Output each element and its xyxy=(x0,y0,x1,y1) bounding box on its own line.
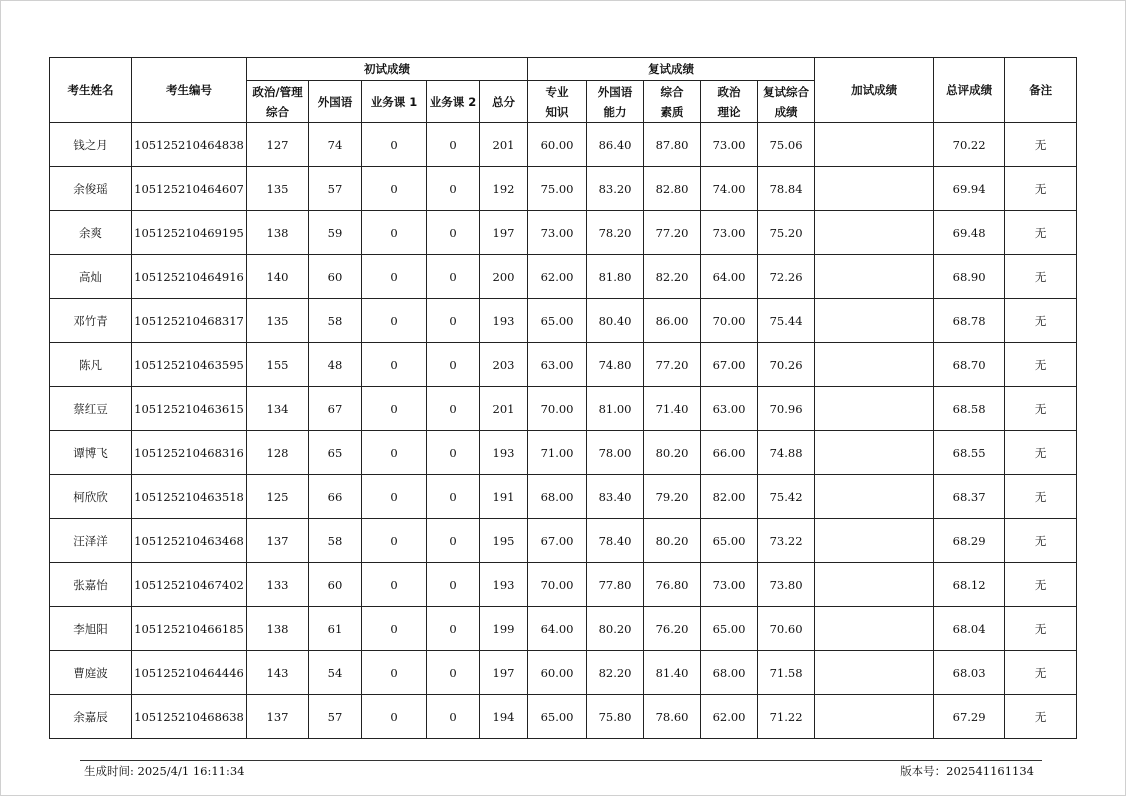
header-prelim-politics-line2: 综合 xyxy=(266,104,289,119)
cell-retest-politics: 67.00 xyxy=(701,343,758,387)
cell-prelim-course1: 0 xyxy=(362,387,427,431)
cell-prelim-foreign: 54 xyxy=(309,651,362,695)
cell-prelim-total: 203 xyxy=(480,343,528,387)
cell-prelim-politics: 140 xyxy=(247,255,309,299)
header-prelim-politics-line1: 政治/管理 xyxy=(252,84,303,99)
cell-id: 105125210469195 xyxy=(132,211,247,255)
cell-extra xyxy=(815,123,934,167)
cell-extra xyxy=(815,607,934,651)
header-retest-politics xyxy=(701,81,758,123)
header-retest-quality-line1: 综合 xyxy=(660,84,684,99)
header-retest-quality-line2: 素质 xyxy=(660,104,684,119)
cell-prelim-course2: 0 xyxy=(427,431,480,475)
header-retest-composite-line2: 成绩 xyxy=(774,104,798,119)
cell-retest-politics: 66.00 xyxy=(701,431,758,475)
cell-retest-lang: 80.20 xyxy=(587,607,644,651)
cell-prelim-politics: 137 xyxy=(247,695,309,739)
cell-retest-politics: 70.00 xyxy=(701,299,758,343)
cell-prelim-foreign: 59 xyxy=(309,211,362,255)
score-table-body xyxy=(50,123,1077,739)
cell-retest-lang: 82.20 xyxy=(587,651,644,695)
cell-prelim-foreign: 65 xyxy=(309,431,362,475)
cell-id: 105125210468316 xyxy=(132,431,247,475)
cell-extra xyxy=(815,255,934,299)
table-row xyxy=(50,519,1077,563)
cell-retest-politics: 65.00 xyxy=(701,519,758,563)
cell-prelim-course2: 0 xyxy=(427,563,480,607)
cell-final: 68.37 xyxy=(934,475,1005,519)
cell-final: 68.78 xyxy=(934,299,1005,343)
cell-prelim-foreign: 48 xyxy=(309,343,362,387)
cell-retest-lang: 78.40 xyxy=(587,519,644,563)
cell-prelim-total: 193 xyxy=(480,431,528,475)
cell-retest-lang: 81.00 xyxy=(587,387,644,431)
cell-id: 105125210468317 xyxy=(132,299,247,343)
cell-prelim-course2: 0 xyxy=(427,607,480,651)
cell-retest-composite: 75.06 xyxy=(758,123,815,167)
cell-extra xyxy=(815,343,934,387)
table-row xyxy=(50,387,1077,431)
table-row xyxy=(50,607,1077,651)
header-retest-composite-line1: 复试综合 xyxy=(763,84,810,99)
cell-prelim-politics: 134 xyxy=(247,387,309,431)
cell-final: 68.03 xyxy=(934,651,1005,695)
table-row xyxy=(50,343,1077,387)
table-row xyxy=(50,299,1077,343)
cell-prelim-total: 201 xyxy=(480,387,528,431)
cell-note: 无 xyxy=(1005,607,1077,651)
cell-prelim-course2: 0 xyxy=(427,299,480,343)
cell-retest-lang: 78.20 xyxy=(587,211,644,255)
cell-id: 105125210463615 xyxy=(132,387,247,431)
cell-prelim-politics: 155 xyxy=(247,343,309,387)
cell-note: 无 xyxy=(1005,475,1077,519)
cell-retest-major: 63.00 xyxy=(528,343,587,387)
header-retest-lang-line2: 能力 xyxy=(603,104,627,119)
cell-note: 无 xyxy=(1005,563,1077,607)
cell-final: 68.58 xyxy=(934,387,1005,431)
cell-final: 68.70 xyxy=(934,343,1005,387)
header-retest-major-line1: 专业 xyxy=(545,84,569,99)
cell-name: 邓竹青 xyxy=(50,299,132,343)
cell-prelim-politics: 135 xyxy=(247,299,309,343)
header-extra: 加试成绩 xyxy=(815,58,934,123)
cell-retest-composite: 74.88 xyxy=(758,431,815,475)
cell-retest-quality: 82.20 xyxy=(644,255,701,299)
cell-note: 无 xyxy=(1005,255,1077,299)
cell-note: 无 xyxy=(1005,167,1077,211)
cell-id: 105125210463595 xyxy=(132,343,247,387)
cell-prelim-politics: 127 xyxy=(247,123,309,167)
cell-prelim-course2: 0 xyxy=(427,123,480,167)
cell-extra xyxy=(815,167,934,211)
table-row xyxy=(50,651,1077,695)
cell-prelim-course1: 0 xyxy=(362,695,427,739)
cell-note: 无 xyxy=(1005,299,1077,343)
cell-id: 105125210463468 xyxy=(132,519,247,563)
cell-name: 余俊瑶 xyxy=(50,167,132,211)
header-id: 考生编号 xyxy=(132,58,247,123)
cell-retest-quality: 82.80 xyxy=(644,167,701,211)
header-retest: 复试成绩 xyxy=(528,58,815,81)
cell-retest-major: 68.00 xyxy=(528,475,587,519)
cell-prelim-total: 193 xyxy=(480,299,528,343)
cell-retest-lang: 83.20 xyxy=(587,167,644,211)
cell-prelim-course2: 0 xyxy=(427,475,480,519)
header-name: 考生姓名 xyxy=(50,58,132,123)
cell-final: 68.04 xyxy=(934,607,1005,651)
header-retest-lang-line1: 外国语 xyxy=(597,84,633,99)
cell-prelim-politics: 143 xyxy=(247,651,309,695)
cell-retest-politics: 68.00 xyxy=(701,651,758,695)
cell-retest-quality: 77.20 xyxy=(644,343,701,387)
header-retest-politics-line2: 理论 xyxy=(717,104,741,119)
header-prelim-total: 总分 xyxy=(480,81,528,123)
cell-retest-politics: 63.00 xyxy=(701,387,758,431)
cell-retest-composite: 71.58 xyxy=(758,651,815,695)
cell-prelim-foreign: 57 xyxy=(309,167,362,211)
cell-id: 105125210464446 xyxy=(132,651,247,695)
cell-final: 67.29 xyxy=(934,695,1005,739)
table-row xyxy=(50,563,1077,607)
cell-note: 无 xyxy=(1005,519,1077,563)
cell-final: 69.94 xyxy=(934,167,1005,211)
cell-prelim-course2: 0 xyxy=(427,255,480,299)
cell-retest-quality: 77.20 xyxy=(644,211,701,255)
cell-retest-quality: 81.40 xyxy=(644,651,701,695)
cell-id: 105125210464916 xyxy=(132,255,247,299)
cell-final: 68.12 xyxy=(934,563,1005,607)
cell-final: 70.22 xyxy=(934,123,1005,167)
cell-prelim-course1: 0 xyxy=(362,651,427,695)
cell-note: 无 xyxy=(1005,343,1077,387)
cell-prelim-total: 195 xyxy=(480,519,528,563)
cell-prelim-foreign: 58 xyxy=(309,299,362,343)
cell-prelim-course1: 0 xyxy=(362,167,427,211)
header-final: 总评成绩 xyxy=(934,58,1005,123)
header-prelim: 初试成绩 xyxy=(247,58,528,81)
cell-id: 105125210463518 xyxy=(132,475,247,519)
cell-retest-composite: 72.26 xyxy=(758,255,815,299)
cell-prelim-course1: 0 xyxy=(362,607,427,651)
cell-retest-major: 70.00 xyxy=(528,563,587,607)
header-retest-major xyxy=(528,81,587,123)
cell-retest-lang: 83.40 xyxy=(587,475,644,519)
cell-name: 谭博飞 xyxy=(50,431,132,475)
cell-prelim-politics: 138 xyxy=(247,607,309,651)
cell-name: 柯欣欣 xyxy=(50,475,132,519)
cell-prelim-foreign: 61 xyxy=(309,607,362,651)
cell-prelim-course2: 0 xyxy=(427,651,480,695)
cell-retest-major: 65.00 xyxy=(528,299,587,343)
cell-extra xyxy=(815,387,934,431)
cell-id: 105125210467402 xyxy=(132,563,247,607)
header-prelim-course1: 业务课 1 xyxy=(362,81,427,123)
header-retest-composite xyxy=(758,81,815,123)
cell-prelim-politics: 128 xyxy=(247,431,309,475)
cell-retest-major: 67.00 xyxy=(528,519,587,563)
cell-retest-lang: 86.40 xyxy=(587,123,644,167)
cell-prelim-course1: 0 xyxy=(362,475,427,519)
cell-prelim-politics: 125 xyxy=(247,475,309,519)
cell-retest-composite: 73.22 xyxy=(758,519,815,563)
cell-prelim-course1: 0 xyxy=(362,519,427,563)
cell-final: 68.55 xyxy=(934,431,1005,475)
cell-retest-composite: 70.26 xyxy=(758,343,815,387)
cell-id: 105125210466185 xyxy=(132,607,247,651)
table-row xyxy=(50,211,1077,255)
cell-retest-major: 75.00 xyxy=(528,167,587,211)
cell-extra xyxy=(815,519,934,563)
cell-prelim-course2: 0 xyxy=(427,211,480,255)
cell-extra xyxy=(815,563,934,607)
cell-retest-quality: 86.00 xyxy=(644,299,701,343)
cell-retest-major: 73.00 xyxy=(528,211,587,255)
cell-prelim-course2: 0 xyxy=(427,695,480,739)
header-prelim-foreign: 外国语 xyxy=(309,81,362,123)
cell-note: 无 xyxy=(1005,651,1077,695)
cell-final: 68.90 xyxy=(934,255,1005,299)
cell-prelim-foreign: 66 xyxy=(309,475,362,519)
cell-name: 高灿 xyxy=(50,255,132,299)
cell-retest-quality: 76.20 xyxy=(644,607,701,651)
cell-extra xyxy=(815,651,934,695)
table-row xyxy=(50,695,1077,739)
cell-retest-lang: 74.80 xyxy=(587,343,644,387)
cell-prelim-course1: 0 xyxy=(362,255,427,299)
cell-retest-major: 65.00 xyxy=(528,695,587,739)
cell-retest-composite: 70.96 xyxy=(758,387,815,431)
cell-final: 68.29 xyxy=(934,519,1005,563)
cell-prelim-total: 200 xyxy=(480,255,528,299)
cell-note: 无 xyxy=(1005,387,1077,431)
cell-prelim-course1: 0 xyxy=(362,299,427,343)
cell-retest-lang: 78.00 xyxy=(587,431,644,475)
header-prelim-politics xyxy=(247,81,309,123)
cell-extra xyxy=(815,211,934,255)
header-retest-major-line2: 知识 xyxy=(545,104,569,119)
cell-prelim-course1: 0 xyxy=(362,431,427,475)
table-row xyxy=(50,431,1077,475)
cell-prelim-foreign: 67 xyxy=(309,387,362,431)
cell-note: 无 xyxy=(1005,695,1077,739)
score-table xyxy=(49,57,1077,739)
generated-time: 生成时间: 2025/4/1 16:11:34 xyxy=(84,764,245,778)
cell-prelim-course2: 0 xyxy=(427,519,480,563)
cell-retest-major: 64.00 xyxy=(528,607,587,651)
cell-prelim-course1: 0 xyxy=(362,343,427,387)
cell-retest-quality: 76.80 xyxy=(644,563,701,607)
cell-prelim-foreign: 57 xyxy=(309,695,362,739)
cell-retest-quality: 87.80 xyxy=(644,123,701,167)
cell-name: 余爽 xyxy=(50,211,132,255)
cell-prelim-politics: 137 xyxy=(247,519,309,563)
cell-retest-major: 60.00 xyxy=(528,123,587,167)
cell-name: 曹庭波 xyxy=(50,651,132,695)
cell-prelim-course2: 0 xyxy=(427,167,480,211)
cell-retest-composite: 75.44 xyxy=(758,299,815,343)
cell-prelim-total: 197 xyxy=(480,651,528,695)
cell-prelim-total: 193 xyxy=(480,563,528,607)
cell-name: 蔡红豆 xyxy=(50,387,132,431)
cell-prelim-total: 192 xyxy=(480,167,528,211)
cell-retest-politics: 73.00 xyxy=(701,123,758,167)
header-note: 备注 xyxy=(1005,58,1077,123)
footer-divider xyxy=(80,760,1042,761)
cell-prelim-foreign: 74 xyxy=(309,123,362,167)
cell-note: 无 xyxy=(1005,431,1077,475)
cell-extra xyxy=(815,299,934,343)
cell-retest-major: 71.00 xyxy=(528,431,587,475)
version-number: 版本号：202541161134 xyxy=(900,764,1034,778)
cell-name: 汪泽洋 xyxy=(50,519,132,563)
cell-name: 陈凡 xyxy=(50,343,132,387)
cell-prelim-course1: 0 xyxy=(362,563,427,607)
cell-retest-lang: 80.40 xyxy=(587,299,644,343)
cell-retest-composite: 70.60 xyxy=(758,607,815,651)
cell-retest-politics: 65.00 xyxy=(701,607,758,651)
cell-retest-lang: 75.80 xyxy=(587,695,644,739)
cell-retest-politics: 82.00 xyxy=(701,475,758,519)
cell-prelim-course1: 0 xyxy=(362,211,427,255)
cell-prelim-total: 197 xyxy=(480,211,528,255)
table-row xyxy=(50,167,1077,211)
cell-retest-major: 70.00 xyxy=(528,387,587,431)
cell-prelim-foreign: 60 xyxy=(309,255,362,299)
header-prelim-course2: 业务课 2 xyxy=(427,81,480,123)
cell-prelim-politics: 138 xyxy=(247,211,309,255)
cell-extra xyxy=(815,475,934,519)
cell-retest-major: 62.00 xyxy=(528,255,587,299)
cell-id: 105125210468638 xyxy=(132,695,247,739)
cell-retest-politics: 64.00 xyxy=(701,255,758,299)
cell-name: 钱之月 xyxy=(50,123,132,167)
cell-retest-composite: 78.84 xyxy=(758,167,815,211)
cell-prelim-total: 194 xyxy=(480,695,528,739)
cell-retest-politics: 62.00 xyxy=(701,695,758,739)
cell-retest-composite: 71.22 xyxy=(758,695,815,739)
cell-id: 105125210464607 xyxy=(132,167,247,211)
cell-retest-composite: 73.80 xyxy=(758,563,815,607)
header-retest-quality xyxy=(644,81,701,123)
cell-retest-quality: 80.20 xyxy=(644,519,701,563)
cell-id: 105125210464838 xyxy=(132,123,247,167)
cell-prelim-course2: 0 xyxy=(427,343,480,387)
cell-name: 张嘉怡 xyxy=(50,563,132,607)
cell-prelim-course2: 0 xyxy=(427,387,480,431)
cell-retest-composite: 75.20 xyxy=(758,211,815,255)
cell-name: 李旭阳 xyxy=(50,607,132,651)
cell-extra xyxy=(815,431,934,475)
table-row xyxy=(50,255,1077,299)
cell-retest-politics: 73.00 xyxy=(701,563,758,607)
cell-retest-politics: 73.00 xyxy=(701,211,758,255)
cell-retest-quality: 78.60 xyxy=(644,695,701,739)
cell-prelim-total: 199 xyxy=(480,607,528,651)
cell-prelim-total: 201 xyxy=(480,123,528,167)
cell-retest-lang: 81.80 xyxy=(587,255,644,299)
table-row xyxy=(50,123,1077,167)
cell-extra xyxy=(815,695,934,739)
cell-prelim-total: 191 xyxy=(480,475,528,519)
cell-prelim-politics: 133 xyxy=(247,563,309,607)
cell-retest-quality: 71.40 xyxy=(644,387,701,431)
cell-retest-quality: 80.20 xyxy=(644,431,701,475)
cell-prelim-foreign: 60 xyxy=(309,563,362,607)
cell-prelim-politics: 135 xyxy=(247,167,309,211)
cell-prelim-course1: 0 xyxy=(362,123,427,167)
cell-retest-quality: 79.20 xyxy=(644,475,701,519)
header-retest-lang xyxy=(587,81,644,123)
cell-retest-politics: 74.00 xyxy=(701,167,758,211)
cell-retest-major: 60.00 xyxy=(528,651,587,695)
cell-retest-composite: 75.42 xyxy=(758,475,815,519)
cell-note: 无 xyxy=(1005,123,1077,167)
cell-name: 余嘉辰 xyxy=(50,695,132,739)
header-retest-politics-line1: 政治 xyxy=(717,84,741,99)
cell-note: 无 xyxy=(1005,211,1077,255)
cell-final: 69.48 xyxy=(934,211,1005,255)
cell-prelim-foreign: 58 xyxy=(309,519,362,563)
table-row xyxy=(50,475,1077,519)
cell-retest-lang: 77.80 xyxy=(587,563,644,607)
